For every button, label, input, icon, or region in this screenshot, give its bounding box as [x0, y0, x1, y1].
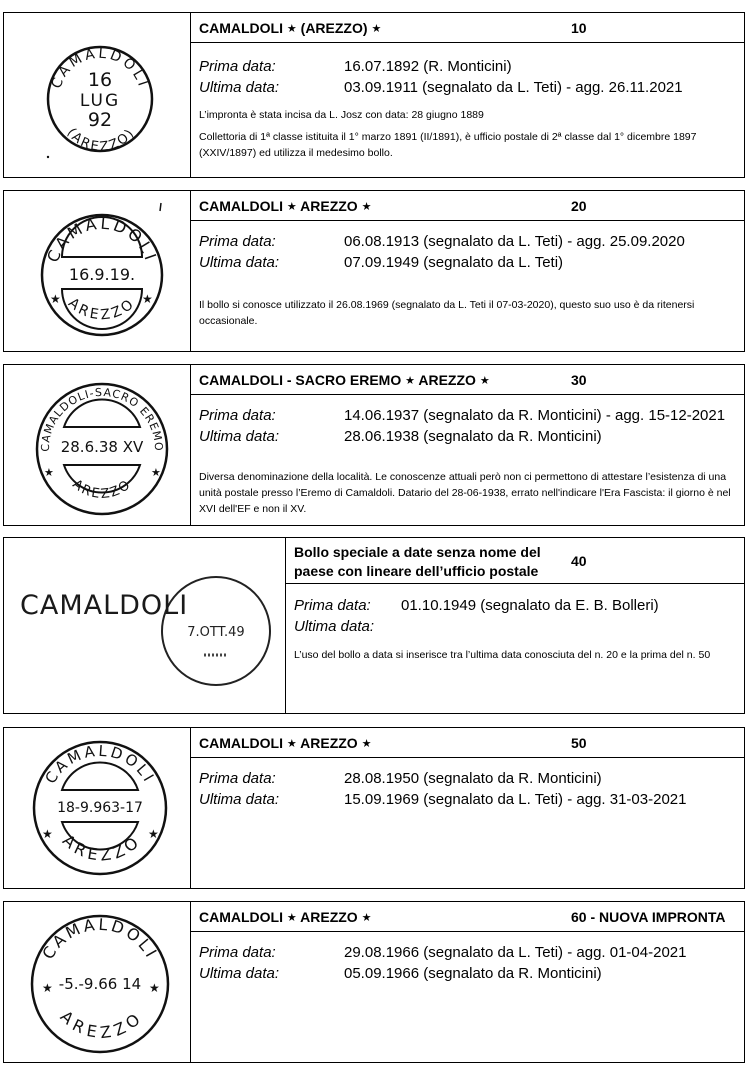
- star-icon: ★: [479, 374, 490, 387]
- entry-notes: [199, 107, 734, 167]
- first-date-label: Prima data:: [199, 233, 276, 250]
- star-icon: ★: [42, 827, 53, 841]
- stamp-image-cell: [4, 538, 286, 713]
- first-date-label: Prima data:: [199, 407, 276, 424]
- entry-dates: [199, 405, 740, 447]
- entry-number: 40: [571, 552, 587, 569]
- last-date-label: Ultima data:: [199, 791, 280, 808]
- entry-header: [191, 902, 744, 932]
- entry-title: CAMALDOLI ★ AREZZO ★: [199, 197, 372, 214]
- entry-number: 10: [571, 19, 587, 36]
- entry-card-30: [3, 364, 745, 526]
- star-icon: ★: [286, 737, 297, 750]
- postmark-image: [4, 538, 286, 713]
- stamp-image-cell: [4, 365, 191, 525]
- postmark-image: [4, 13, 191, 177]
- first-date-value: 06.08.1913 (segnalato da L. Teti) - agg. 25.09.2020: [344, 233, 685, 250]
- first-date-value: 01.10.1949 (segnalato da E. B. Bolleri): [401, 597, 659, 614]
- stamp-date: 18-9.963-17: [57, 800, 143, 816]
- last-date-value: 03.09.1911 (segnalato da L. Teti) - agg. 26.11.2021: [344, 79, 683, 96]
- stamp-image-cell: [4, 191, 191, 351]
- first-date-value: 14.06.1937 (segnalato da R. Monticini) - agg. 15-12-2021: [344, 407, 726, 424]
- first-date-label: Prima data:: [199, 58, 276, 75]
- entry-card-40: [3, 537, 745, 714]
- entry-header: [191, 191, 744, 221]
- entry-number: 20: [571, 197, 587, 214]
- stamp-arc-bottom: AREZZO: [58, 830, 146, 865]
- stamp-arc-top: CAMALDOLI: [43, 213, 161, 266]
- first-date-label: Prima data:: [199, 770, 276, 787]
- star-icon: ★: [361, 911, 372, 924]
- first-date-label: Prima data:: [294, 597, 371, 614]
- star-icon: ★: [286, 200, 297, 213]
- entry-number: 60 - NUOVA IMPRONTA: [571, 908, 726, 925]
- star-icon: ★: [361, 737, 372, 750]
- entry-title: CAMALDOLI - SACRO EREMO ★ AREZZO ★: [199, 371, 490, 388]
- stamp-day: 16: [87, 69, 113, 91]
- first-date-value: 16.07.1892 (R. Monticini): [344, 58, 512, 75]
- stamp-arc-top: CAMALDOLI: [41, 741, 159, 787]
- stamp-image-cell: [4, 728, 191, 888]
- entry-card-60: [3, 901, 745, 1063]
- stamp-date: -5.-9.66 14: [58, 975, 142, 993]
- note-paragraph: L’uso del bollo a data si inserisce tra l’ultima data conosciuta del n. 20 e la prima del n. 50: [294, 649, 711, 661]
- entry-dates: [199, 942, 740, 984]
- note-paragraph: L’impronta è stata incisa da L. Josz con data: 28 giugno 1889: [199, 109, 484, 121]
- stamp-image-cell: [4, 902, 191, 1062]
- star-icon: ★: [405, 374, 415, 387]
- svg-text:CAMALDOLI: [41, 742, 158, 787]
- note-paragraph: Collettoria di 1ª classe istituita il 1° marzo 1891 (II/1891), è ufficio postale di 2ª classe dal 1° dicembre 1897 (XXIV/1897) ed utilizza il medesimo bollo.: [199, 131, 697, 159]
- last-date-label: Ultima data:: [199, 79, 280, 96]
- postmark-image: [4, 902, 191, 1062]
- entry-card-20: [3, 190, 745, 352]
- entry-dates: [199, 231, 740, 273]
- entry-header: [191, 13, 744, 43]
- stamp-date: 28.6.38 XV: [60, 438, 144, 456]
- star-icon: ★: [148, 827, 159, 841]
- last-date-value: 05.09.1966 (segnalato da R. Monticini): [344, 965, 602, 982]
- svg-text:AREZZO: [59, 831, 145, 865]
- stamp-date: 16.9.19.: [68, 265, 136, 284]
- note-paragraph: Il bollo si conosce utilizzato il 26.08.1969 (segnalato da L. Teti il 07-03-2020), questo suo uso è da ritenersi occasionale.: [199, 299, 695, 327]
- entry-dates: [294, 595, 740, 637]
- star-icon: ★: [44, 467, 54, 479]
- entry-dates: [199, 56, 740, 98]
- last-date-value: 15.09.1969 (segnalato da L. Teti) - agg. 31-03-2021: [344, 791, 687, 808]
- entry-notes: [199, 469, 734, 523]
- entry-title: CAMALDOLI ★ (AREZZO) ★: [199, 19, 382, 36]
- star-icon: ★: [149, 981, 160, 995]
- entry-notes: [294, 647, 734, 669]
- stamp-arc-top: CAMALDOLI-SACRO EREMO: [38, 385, 166, 452]
- star-icon: ★: [50, 292, 61, 306]
- last-date-label: Ultima data:: [199, 428, 280, 445]
- note-paragraph: Diversa denominazione della località. Le conoscenze attuali però non ci permettono di attestare l’esistenza di una unità postale presso l’Eremo di Camaldoli. Datario del 28-06-1938, errato nell'indicare l'Era Fascista: il giorno è nel XVI dell'EF e non il XV.: [199, 471, 731, 515]
- stamp-arc-bottom: AREZZO: [69, 476, 135, 503]
- stamp-arc-bottom: (AREZZO): [63, 125, 139, 155]
- entry-header: [286, 538, 744, 584]
- stamp-month: LUG: [79, 91, 121, 111]
- entry-header: [191, 728, 744, 758]
- entry-title: Bollo speciale a date senza nome del paese con lineare dell’ufficio postale: [294, 544, 541, 579]
- entry-card-50: [3, 727, 745, 889]
- last-date-label: Ultima data:: [199, 965, 280, 982]
- entry-notes: [199, 297, 734, 335]
- star-icon: ★: [361, 200, 372, 213]
- postmark-image: [4, 728, 191, 888]
- star-icon: ★: [286, 22, 297, 35]
- last-date-value: 07.09.1949 (segnalato da L. Teti): [344, 254, 564, 271]
- stamp-date: 7.OTT.49: [187, 625, 245, 640]
- first-date-value: 28.08.1950 (segnalato da R. Monticini): [344, 770, 602, 787]
- stamp-arc-top: CAMALDOLI: [38, 914, 162, 963]
- last-date-label: Ultima data:: [199, 254, 280, 271]
- stamp-image-cell: [4, 13, 191, 177]
- postmark-image: [4, 365, 191, 525]
- last-date-label: Ultima data:: [294, 618, 375, 635]
- last-date-value: 28.06.1938 (segnalato da R. Monticini): [344, 428, 602, 445]
- stamp-arc-bottom: AREZZO: [65, 295, 139, 324]
- entry-title: CAMALDOLI ★ AREZZO ★: [199, 908, 372, 925]
- entry-dates: [199, 768, 740, 810]
- svg-text:CAMALDOLI: [38, 915, 162, 963]
- entry-card-10: [3, 12, 745, 178]
- stamp-linear-text: CAMALDOLI: [20, 590, 189, 621]
- stamp-year: 92: [87, 109, 113, 131]
- svg-text:AREZZO: [57, 1007, 148, 1043]
- star-icon: ★: [142, 292, 153, 306]
- svg-text:AREZZO: [69, 477, 134, 502]
- star-icon: ★: [151, 467, 161, 479]
- star-icon: ★: [42, 981, 53, 995]
- entry-number: 50: [571, 734, 587, 751]
- entry-title: CAMALDOLI ★ AREZZO ★: [199, 734, 372, 751]
- star-icon: ★: [371, 22, 382, 35]
- entry-number: 30: [571, 371, 587, 388]
- stamp-arc-bottom: AREZZO: [56, 1006, 148, 1043]
- entry-header: [191, 365, 744, 395]
- first-date-value: 29.08.1966 (segnalato da L. Teti) - agg. 01-04-2021: [344, 944, 687, 961]
- postmark-image: [4, 191, 191, 351]
- first-date-label: Prima data:: [199, 944, 276, 961]
- star-icon: ★: [286, 911, 297, 924]
- stamp-arc-top: CAMALDOLI: [48, 45, 152, 91]
